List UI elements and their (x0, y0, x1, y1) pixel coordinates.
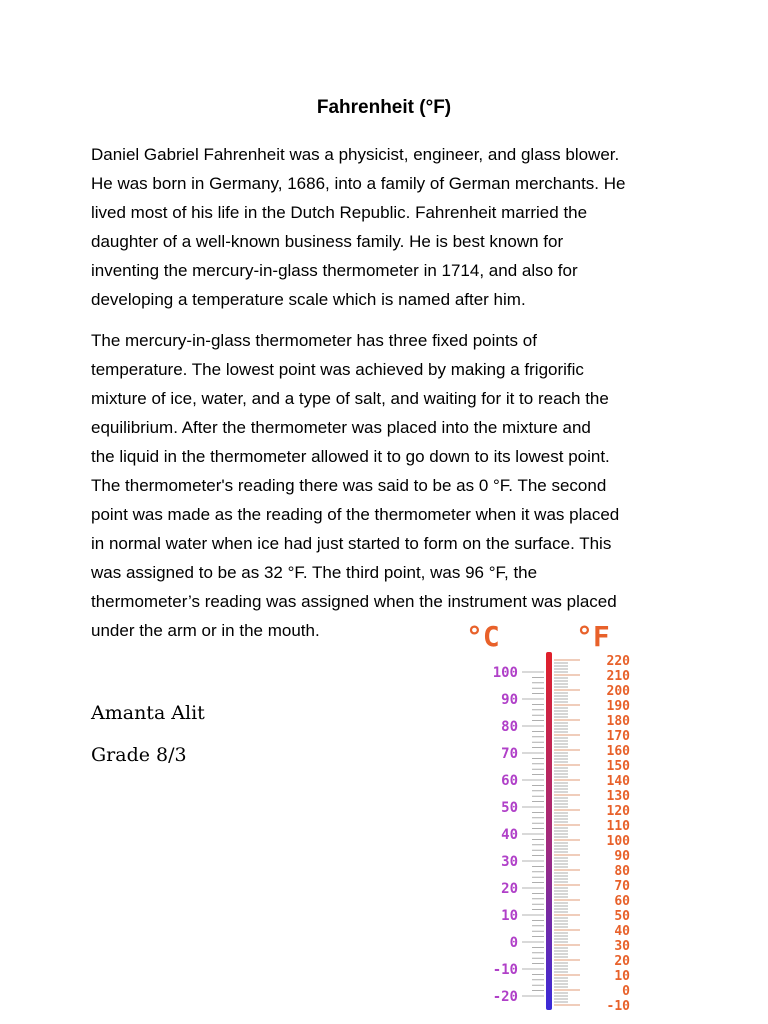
fahrenheit-tick-marks (554, 660, 580, 1005)
celsius-label: 30 (501, 854, 518, 870)
fahrenheit-label: 70 (614, 879, 630, 894)
fahrenheit-label: 220 (606, 654, 630, 669)
text-line: daughter of a well-known business family. He is best known for (91, 232, 564, 251)
fahrenheit-label: 170 (606, 729, 630, 744)
celsius-label: 100 (492, 665, 518, 681)
celsius-label: -10 (492, 962, 518, 978)
text-line: thermometer’s reading was assigned when the instrument was placed (91, 592, 617, 611)
text-line: was assigned to be as 32 °F. The third point, was 96 °F, the (91, 563, 538, 582)
page-title: Fahrenheit (°F) (316, 97, 452, 118)
celsius-tick-marks (522, 672, 544, 996)
celsius-label: 90 (501, 692, 518, 708)
celsius-label: 20 (501, 881, 518, 897)
fahrenheit-label: 160 (606, 744, 630, 759)
fahrenheit-label: 110 (606, 819, 630, 834)
text-line: He was born in Germany, 1686, into a family of German merchants. He (91, 174, 626, 193)
text-line: The thermometer's reading there was said to be as 0 °F. The second (91, 476, 607, 495)
thermometer-column (546, 652, 552, 1010)
celsius-unit-label: °C (466, 620, 500, 653)
fahrenheit-label: 150 (606, 759, 630, 774)
celsius-scale-labels (493, 665, 518, 1005)
fahrenheit-label: 90 (614, 849, 630, 864)
text-line: in normal water when ice had just started to form on the surface. This (91, 534, 612, 553)
fahrenheit-label: 100 (606, 834, 630, 849)
text-line: Daniel Gabriel Fahrenheit was a physicist, engineer, and glass blower. (91, 145, 620, 164)
text-line: mixture of ice, water, and a type of salt, and waiting for it to reach the (91, 389, 609, 408)
fahrenheit-label: 50 (614, 909, 630, 924)
text-line: point was made as the reading of the thermometer when it was placed (91, 505, 620, 524)
author-name: Amanta Alit (91, 702, 205, 724)
fahrenheit-label: 60 (614, 894, 630, 909)
text-line: the liquid in the thermometer allowed it to go down to its lowest point. (91, 447, 610, 466)
fahrenheit-label: 200 (606, 684, 630, 699)
paragraph-1 (91, 140, 691, 314)
fahrenheit-label: 30 (614, 939, 630, 954)
celsius-label: 40 (501, 827, 518, 843)
text-line: inventing the mercury-in-glass thermometer in 1714, and also for (91, 261, 578, 280)
fahrenheit-label: 120 (606, 804, 630, 819)
fahrenheit-label: 80 (614, 864, 630, 879)
thermometer-image (440, 620, 650, 1020)
celsius-label: 70 (501, 746, 518, 762)
celsius-label: 10 (501, 908, 518, 924)
fahrenheit-label: 20 (614, 954, 630, 969)
celsius-label: 80 (501, 719, 518, 735)
grade-label: Grade 8/3 (91, 744, 187, 766)
celsius-label: -20 (492, 989, 518, 1005)
fahrenheit-label: 130 (606, 789, 630, 804)
text-line: developing a temperature scale which is named after him. (91, 290, 526, 309)
fahrenheit-label: 190 (606, 699, 630, 714)
fahrenheit-label: 210 (606, 669, 630, 684)
text-line: under the arm or in the mouth. (91, 621, 320, 640)
text-line: lived most of his life in the Dutch Republic. Fahrenheit married the (91, 203, 588, 222)
fahrenheit-label: 40 (614, 924, 630, 939)
celsius-label: 60 (501, 773, 518, 789)
text-line: The mercury-in-glass thermometer has three fixed points of (91, 331, 537, 350)
fahrenheit-scale-labels (607, 654, 631, 1014)
fahrenheit-label: 10 (614, 969, 630, 984)
fahrenheit-unit-label: °F (576, 620, 610, 653)
fahrenheit-label: 180 (606, 714, 630, 729)
fahrenheit-label: 0 (622, 984, 630, 999)
fahrenheit-label: 140 (606, 774, 630, 789)
celsius-label: 50 (501, 800, 518, 816)
paragraph-2 (91, 326, 691, 645)
fahrenheit-label: -10 (606, 999, 630, 1014)
celsius-label: 0 (509, 935, 518, 951)
text-line: temperature. The lowest point was achieved by making a frigorific (91, 360, 584, 379)
text-line: equilibrium. After the thermometer was placed into the mixture and (91, 418, 591, 437)
